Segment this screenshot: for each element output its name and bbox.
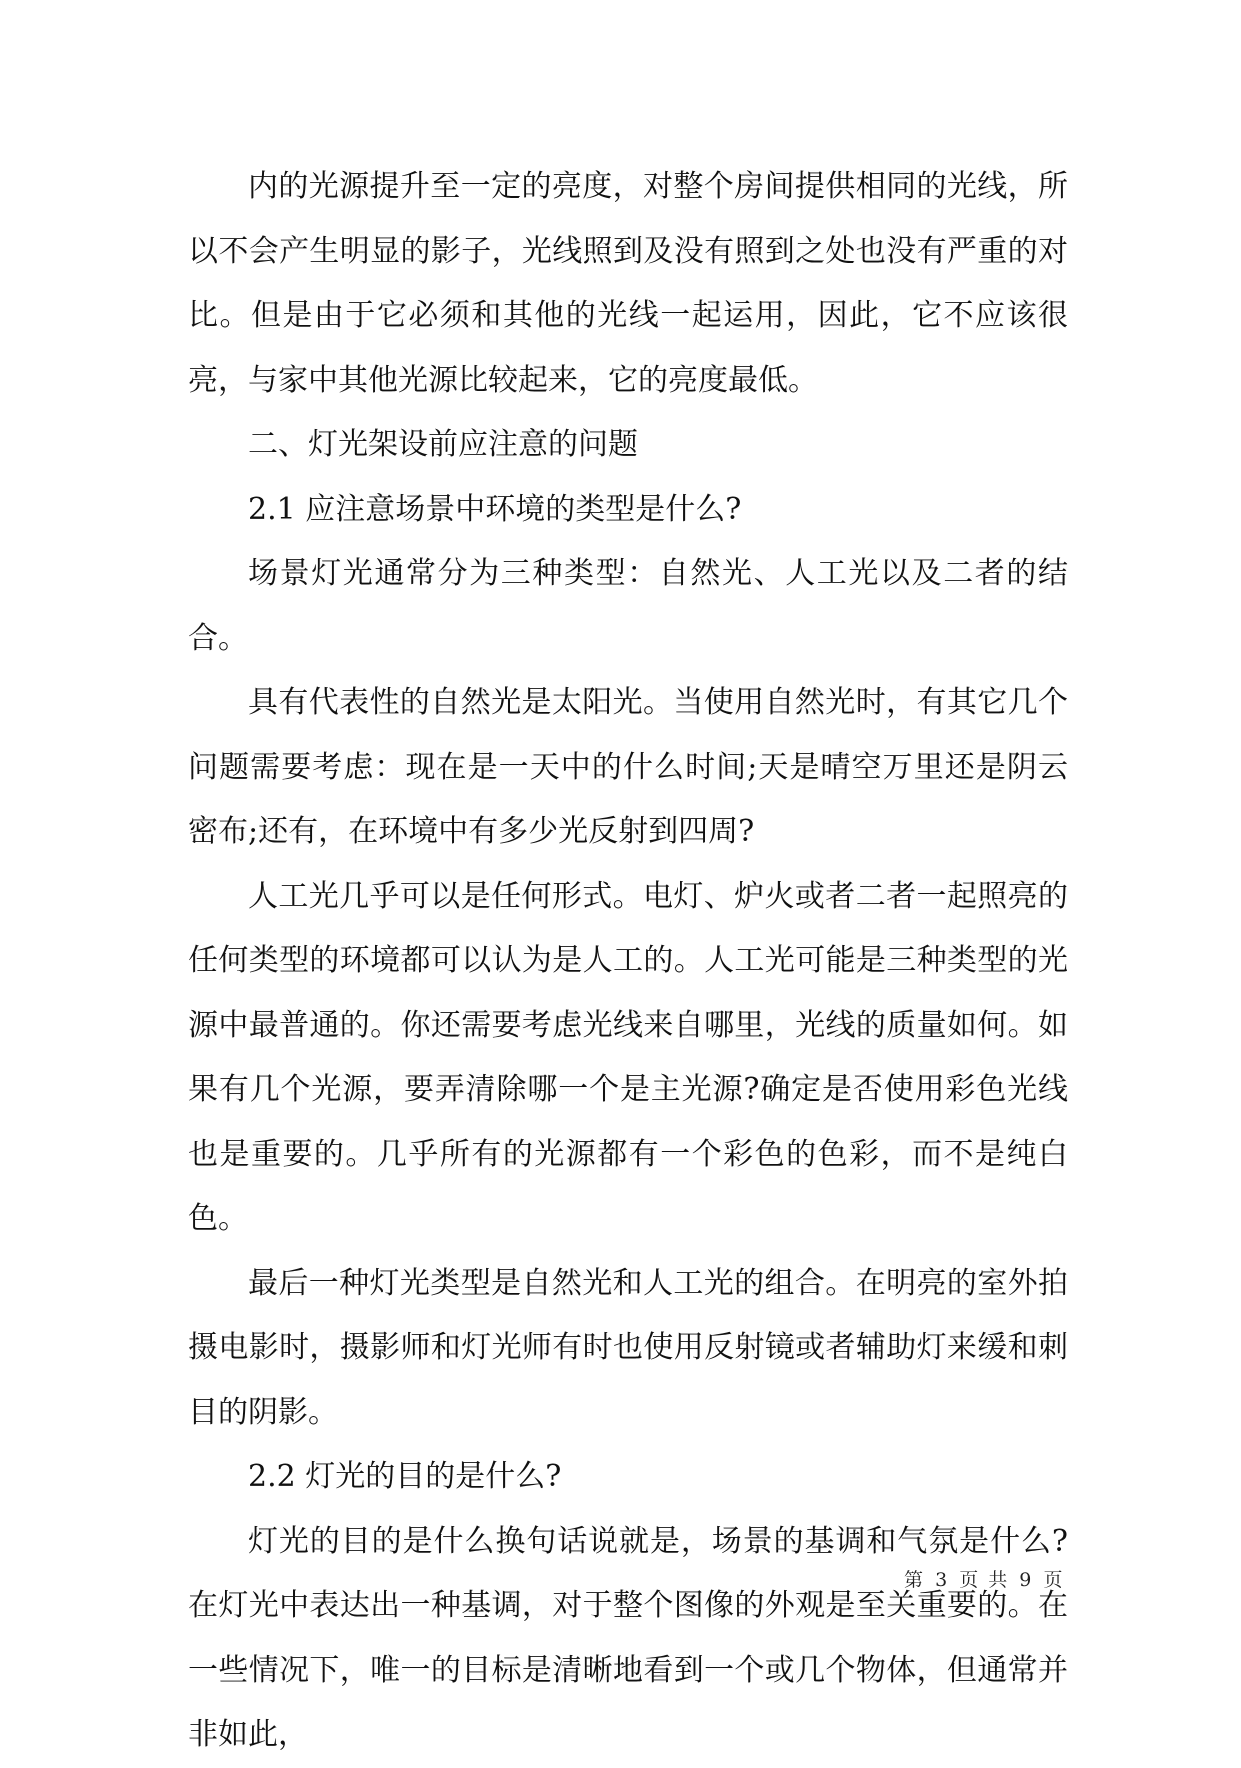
- section-heading-2: 二、灯光架设前应注意的问题: [248, 427, 638, 462]
- paragraph-1: 内的光源提升至一定的亮度，对整个房间提供相同的光线，所以不会产生明显的影子，光线照到及没有照到之处也没有严重的对比。但是由于它必须和其他的光线一起运用，因此，它不应该很亮，与家中其他光源比较起来，它的亮度最低。: [188, 169, 1068, 398]
- subsection-heading-2-1: 2.1 应注意场景中环境的类型是什么?: [248, 491, 742, 527]
- paragraph-2: 场景灯光通常分为三种类型：自然光、人工光以及二者的结合。: [188, 556, 1068, 656]
- footer-middle: 页 共: [959, 1569, 1010, 1591]
- subsection-heading-2-2: 2.2 灯光的目的是什么?: [248, 1459, 562, 1494]
- footer-prefix: 第: [904, 1569, 926, 1591]
- body-text: [188, 155, 1068, 1768]
- total-pages-number: 9: [1019, 1569, 1034, 1591]
- current-page-number: 3: [935, 1569, 950, 1591]
- page-footer: [904, 1568, 1066, 1592]
- footer-suffix: 页: [1043, 1569, 1065, 1591]
- paragraph-5: 最后一种灯光类型是自然光和人工光的组合。在明亮的室外拍摄电影时，摄影师和灯光师有时也使用反射镜或者辅助灯来缓和刺目的阴影。: [188, 1265, 1068, 1430]
- paragraph-4: 人工光几乎可以是任何形式。电灯、炉火或者二者一起照亮的任何类型的环境都可以认为是人工的。人工光可能是三种类型的光源中最普通的。你还需要考虑光线来自哪里，光线的质量如何。如果有几个光源，要弄清除哪一个是主光源?确定是否使用彩色光线也是重要的。几乎所有的光源都有一个彩色的色彩，而不是纯白色。: [188, 878, 1068, 1236]
- paragraph-6: 灯光的目的是什么换句话说就是，场景的基调和气氛是什么?在灯光中表达出一种基调，对于整个图像的外观是至关重要的。在一些情况下，唯一的目标是清晰地看到一个或几个物体，但通常并非如此，: [188, 1523, 1068, 1752]
- paragraph-3: 具有代表性的自然光是太阳光。当使用自然光时，有其它几个问题需要考虑：现在是一天中的什么时间;天是晴空万里还是阴云密布;还有，在环境中有多少光反射到四周?: [188, 685, 1068, 849]
